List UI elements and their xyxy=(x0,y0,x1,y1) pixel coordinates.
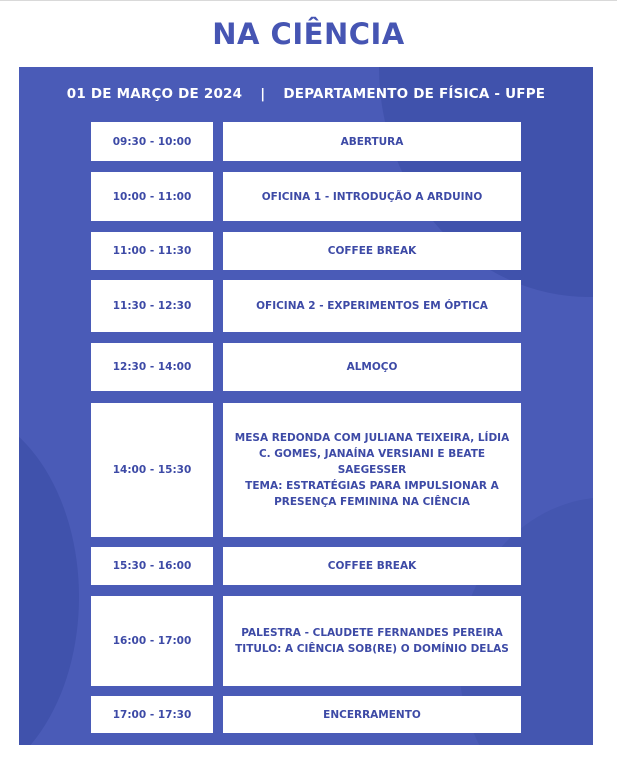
agenda-item xyxy=(223,696,521,733)
agenda-line: OFICINA 1 - INTRODUÇÃO A ARDUINO xyxy=(261,190,483,203)
time-slot: 09:30 - 10:00 xyxy=(91,122,213,161)
agenda-line: C. GOMES, JANAÍNA VERSIANI E BEATE xyxy=(258,448,486,460)
agenda-item xyxy=(223,122,521,161)
agenda-line: ENCERRAMENTO xyxy=(323,708,421,721)
agenda-item xyxy=(223,343,521,391)
agenda-item xyxy=(223,547,521,585)
agenda-line: MESA REDONDA COM JULIANA TEIXEIRA, LÍDIA xyxy=(234,432,510,444)
agenda-item xyxy=(223,232,521,270)
agenda-item xyxy=(223,596,521,686)
agenda-line: OFICINA 2 - EXPERIMENTOS EM ÓPTICA xyxy=(256,300,488,312)
agenda-line: PALESTRA - CLAUDETE FERNANDES PEREIRA xyxy=(241,627,503,639)
time-slot: 15:30 - 16:00 xyxy=(91,547,213,585)
agenda-line: COFFEE BREAK xyxy=(327,245,417,257)
agenda-line: COFFEE BREAK xyxy=(327,560,417,572)
time-slot: 10:00 - 11:00 xyxy=(91,172,213,221)
agenda-item xyxy=(223,280,521,332)
time-slot: 17:00 - 17:30 xyxy=(91,696,213,733)
agenda-line: SAEGESSER xyxy=(337,464,407,476)
top-divider xyxy=(0,0,617,1)
time-slot: 12:30 - 14:00 xyxy=(91,343,213,391)
agenda-line: ABERTURA xyxy=(340,135,404,148)
agenda-line: TEMA: ESTRATÉGIAS PARA IMPULSIONAR A xyxy=(245,480,499,492)
time-slot: 11:30 - 12:30 xyxy=(91,280,213,332)
header-separator: | xyxy=(260,86,266,102)
time-slot: 14:00 - 15:30 xyxy=(91,403,213,537)
agenda-item xyxy=(223,403,521,537)
event-date: 01 DE MARÇO DE 2024 xyxy=(66,86,243,102)
agenda-item xyxy=(223,172,521,221)
time-slot: 11:00 - 11:30 xyxy=(91,232,213,270)
event-location: DEPARTAMENTO DE FÍSICA - UFPE xyxy=(283,86,546,102)
page-title: NA CIÊNCIA xyxy=(212,17,405,51)
schedule-header xyxy=(19,81,593,107)
agenda-line: PRESENÇA FEMININA NA CIÊNCIA xyxy=(274,496,470,508)
schedule-panel xyxy=(19,67,593,745)
agenda-line: TITULO: A CIÊNCIA SOB(RE) O DOMÍNIO DELAS xyxy=(235,643,509,655)
agenda-text-block xyxy=(235,625,509,657)
agenda-text-block xyxy=(235,430,509,510)
agenda-line: ALMOÇO xyxy=(346,361,398,373)
decorative-blob xyxy=(19,407,79,745)
time-slot: 16:00 - 17:00 xyxy=(91,596,213,686)
